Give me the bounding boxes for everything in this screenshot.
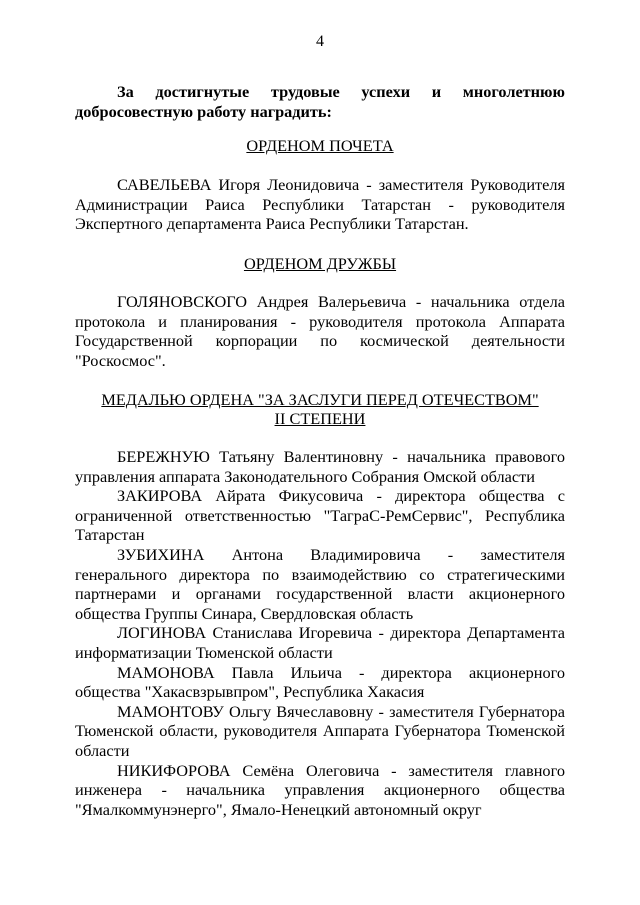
section-heading-order-of-friendship: ОРДЕНОМ ДРУЖБЫ <box>243 254 397 273</box>
award-entry: ГОЛЯНОВСКОГО Андрея Валерьевича - начальника отдела протокола и планирования - руководителя протокола Аппарата Государственной корпорации по космической деятельности "Роскосмос". <box>75 292 565 370</box>
award-entry: ЗАКИРОВА Айрата Фикусовича - директора общества с ограниченной ответственностью "ТаграС-РемСервис", Республика Татарстан <box>75 486 565 545</box>
section-heading-medal-line-1: МЕДАЛЬЮ ОРДЕНА "ЗА ЗАСЛУГИ ПЕРЕД ОТЕЧЕСТВОМ" <box>101 390 539 409</box>
award-entry: ЗУБИХИНА Антона Владимировича - заместителя генерального директора по взаимодействию со стратегическими партнерами и органами государственной власти акционерного общества Группы Синара, Свердловская область <box>75 544 565 623</box>
award-entry: НИКИФОРОВА Семёна Олеговича - заместителя главного инженера - начальника управления акционерного общества "Ямалкоммунэнерго", Ямало-Ненецкий автономный округ <box>75 760 565 819</box>
intro-word: достигнутые <box>155 82 250 101</box>
intro-line-1 <box>75 82 565 102</box>
page-number: 4 <box>316 33 324 50</box>
award-intro <box>75 82 565 121</box>
intro-line-2: добросовестную работу наградить: <box>75 101 332 121</box>
award-entry: БЕРЕЖНУЮ Татьяну Валентиновну - начальника правового управления аппарата Законодательного Собрания Омской области <box>75 447 565 486</box>
award-entry: САВЕЛЬЕВА Игоря Леонидовича - заместителя Руководителя Администрации Раиса Республики Татарстан - руководителя Экспертного департамента Раиса Республики Татарстан. <box>75 175 565 234</box>
section-medal-order-merit <box>75 447 565 819</box>
section-heading-medal-line-2: II СТЕПЕНИ <box>274 409 366 428</box>
intro-word: многолетнюю <box>462 82 565 101</box>
section-order-of-friendship <box>75 292 565 370</box>
intro-word: За <box>117 82 134 101</box>
award-entry: МАМОНТОВУ Ольгу Вячеславовну - заместителя Губернатора Тюменской области, руководителя Аппарата Губернатора Тюменской области <box>75 701 565 760</box>
intro-word: трудовые <box>270 82 340 101</box>
section-order-of-honor <box>75 175 565 234</box>
award-entry: ЛОГИНОВА Станислава Игоревича - директора Департамента информатизации Тюменской области <box>75 623 565 662</box>
intro-word: и <box>431 82 442 101</box>
section-heading-order-of-honor: ОРДЕНОМ ПОЧЕТА <box>246 136 394 155</box>
intro-word: успехи <box>361 82 411 101</box>
award-entry: МАМОНОВА Павла Ильича - директора акционерного общества "Хакасвзрывпром", Республика Хакасия <box>75 662 565 702</box>
